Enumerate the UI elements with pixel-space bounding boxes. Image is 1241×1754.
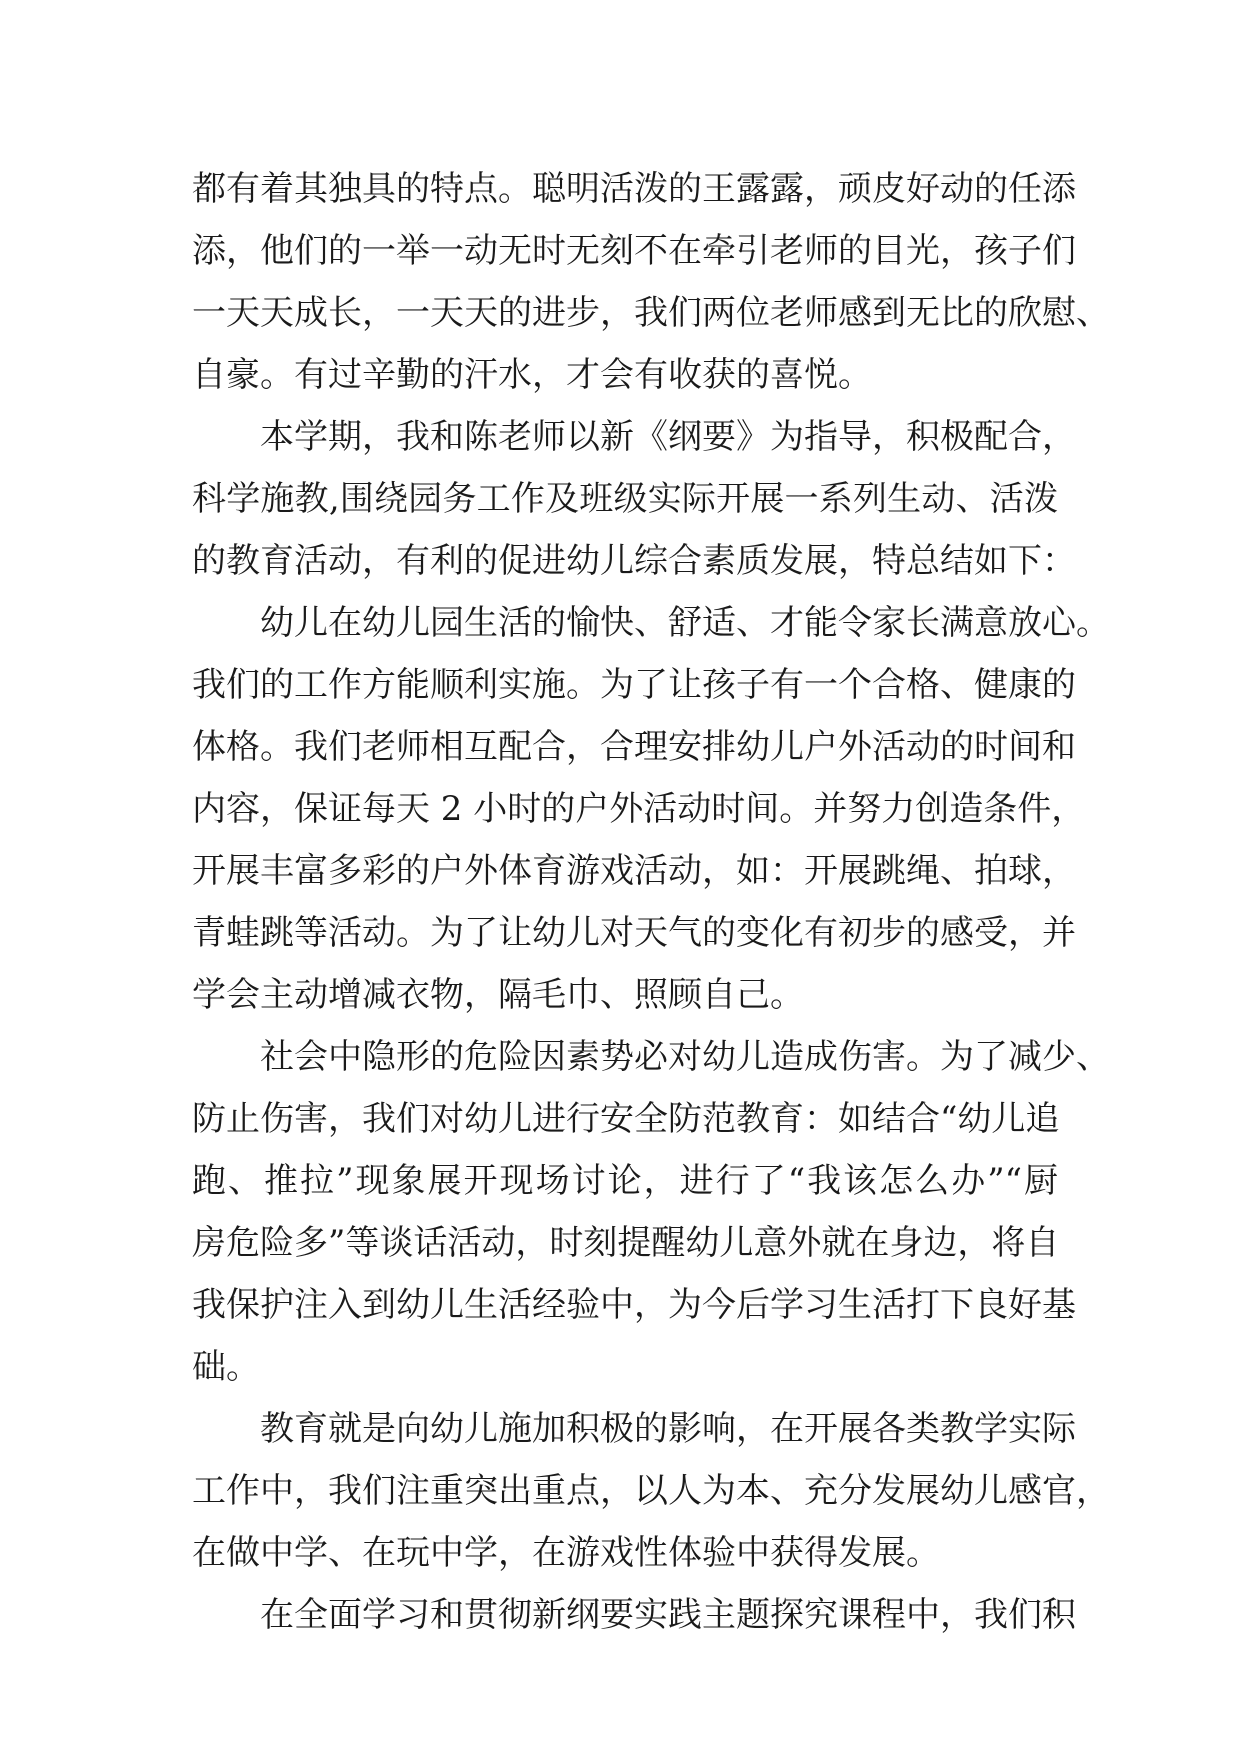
text-line: 科学施教,围绕园务工作及班级实际开展一系列生动、活泼	[192, 479, 1058, 519]
text-line: 开展丰富多彩的户外体育游戏活动，如：开展跳绳、拍球，	[192, 851, 1076, 891]
text-line: 自豪。有过辛勤的汗水，才会有收获的喜悦。	[192, 355, 872, 395]
text-line: 础。	[192, 1347, 260, 1387]
text-line: 体格。我们老师相互配合，合理安排幼儿户外活动的时间和	[192, 727, 1076, 767]
body-text	[192, 158, 1110, 1646]
text-line: 学会主动增减衣物，隔毛巾、照顾自己。	[192, 975, 804, 1015]
text-line: 我们的工作方能顺利实施。为了让孩子有一个合格、健康的	[192, 665, 1076, 705]
text-line: 青蛙跳等活动。为了让幼儿对天气的变化有初步的感受，并	[192, 913, 1076, 953]
paragraph-first-line: 幼儿在幼儿园生活的愉快、舒适、才能令家长满意放心。	[260, 603, 1110, 643]
text-line: 工作中，我们注重突出重点，以人为本、充分发展幼儿感官，	[192, 1471, 1110, 1511]
text-line: 一天天成长，一天天的进步，我们两位老师感到无比的欣慰、	[192, 293, 1110, 333]
paragraph-first-line: 教育就是向幼儿施加积极的影响，在开展各类教学实际	[260, 1409, 1076, 1449]
paragraph-first-line: 在全面学习和贯彻新纲要实践主题探究课程中，我们积	[260, 1595, 1076, 1635]
paragraph-first-line: 社会中隐形的危险因素势必对幼儿造成伤害。为了减少、	[260, 1037, 1110, 1077]
text-line: 房危险多”等谈话活动，时刻提醒幼儿意外就在身边，将自	[192, 1223, 1060, 1263]
text-line: 都有着其独具的特点。聪明活泼的王露露，顽皮好动的任添	[192, 169, 1076, 209]
text-line: 防止伤害，我们对幼儿进行安全防范教育：如结合“幼儿追	[192, 1099, 1060, 1139]
text-line: 在做中学、在玩中学，在游戏性体验中获得发展。	[192, 1533, 940, 1573]
text-line: 的教育活动，有利的促进幼儿综合素质发展，特总结如下：	[192, 541, 1076, 581]
paragraph-first-line: 本学期，我和陈老师以新《纲要》为指导，积极配合，	[260, 417, 1076, 457]
text-line: 我保护注入到幼儿生活经验中，为今后学习生活打下良好基	[192, 1285, 1076, 1325]
text-line: 跑、推拉”现象展开现场讨论，进行了“我该怎么办”“厨	[192, 1161, 1058, 1201]
text-line: 添，他们的一举一动无时无刻不在牵引老师的目光，孩子们	[192, 231, 1076, 271]
text-line: 内容，保证每天 2 小时的户外活动时间。并努力创造条件，	[192, 789, 1086, 829]
